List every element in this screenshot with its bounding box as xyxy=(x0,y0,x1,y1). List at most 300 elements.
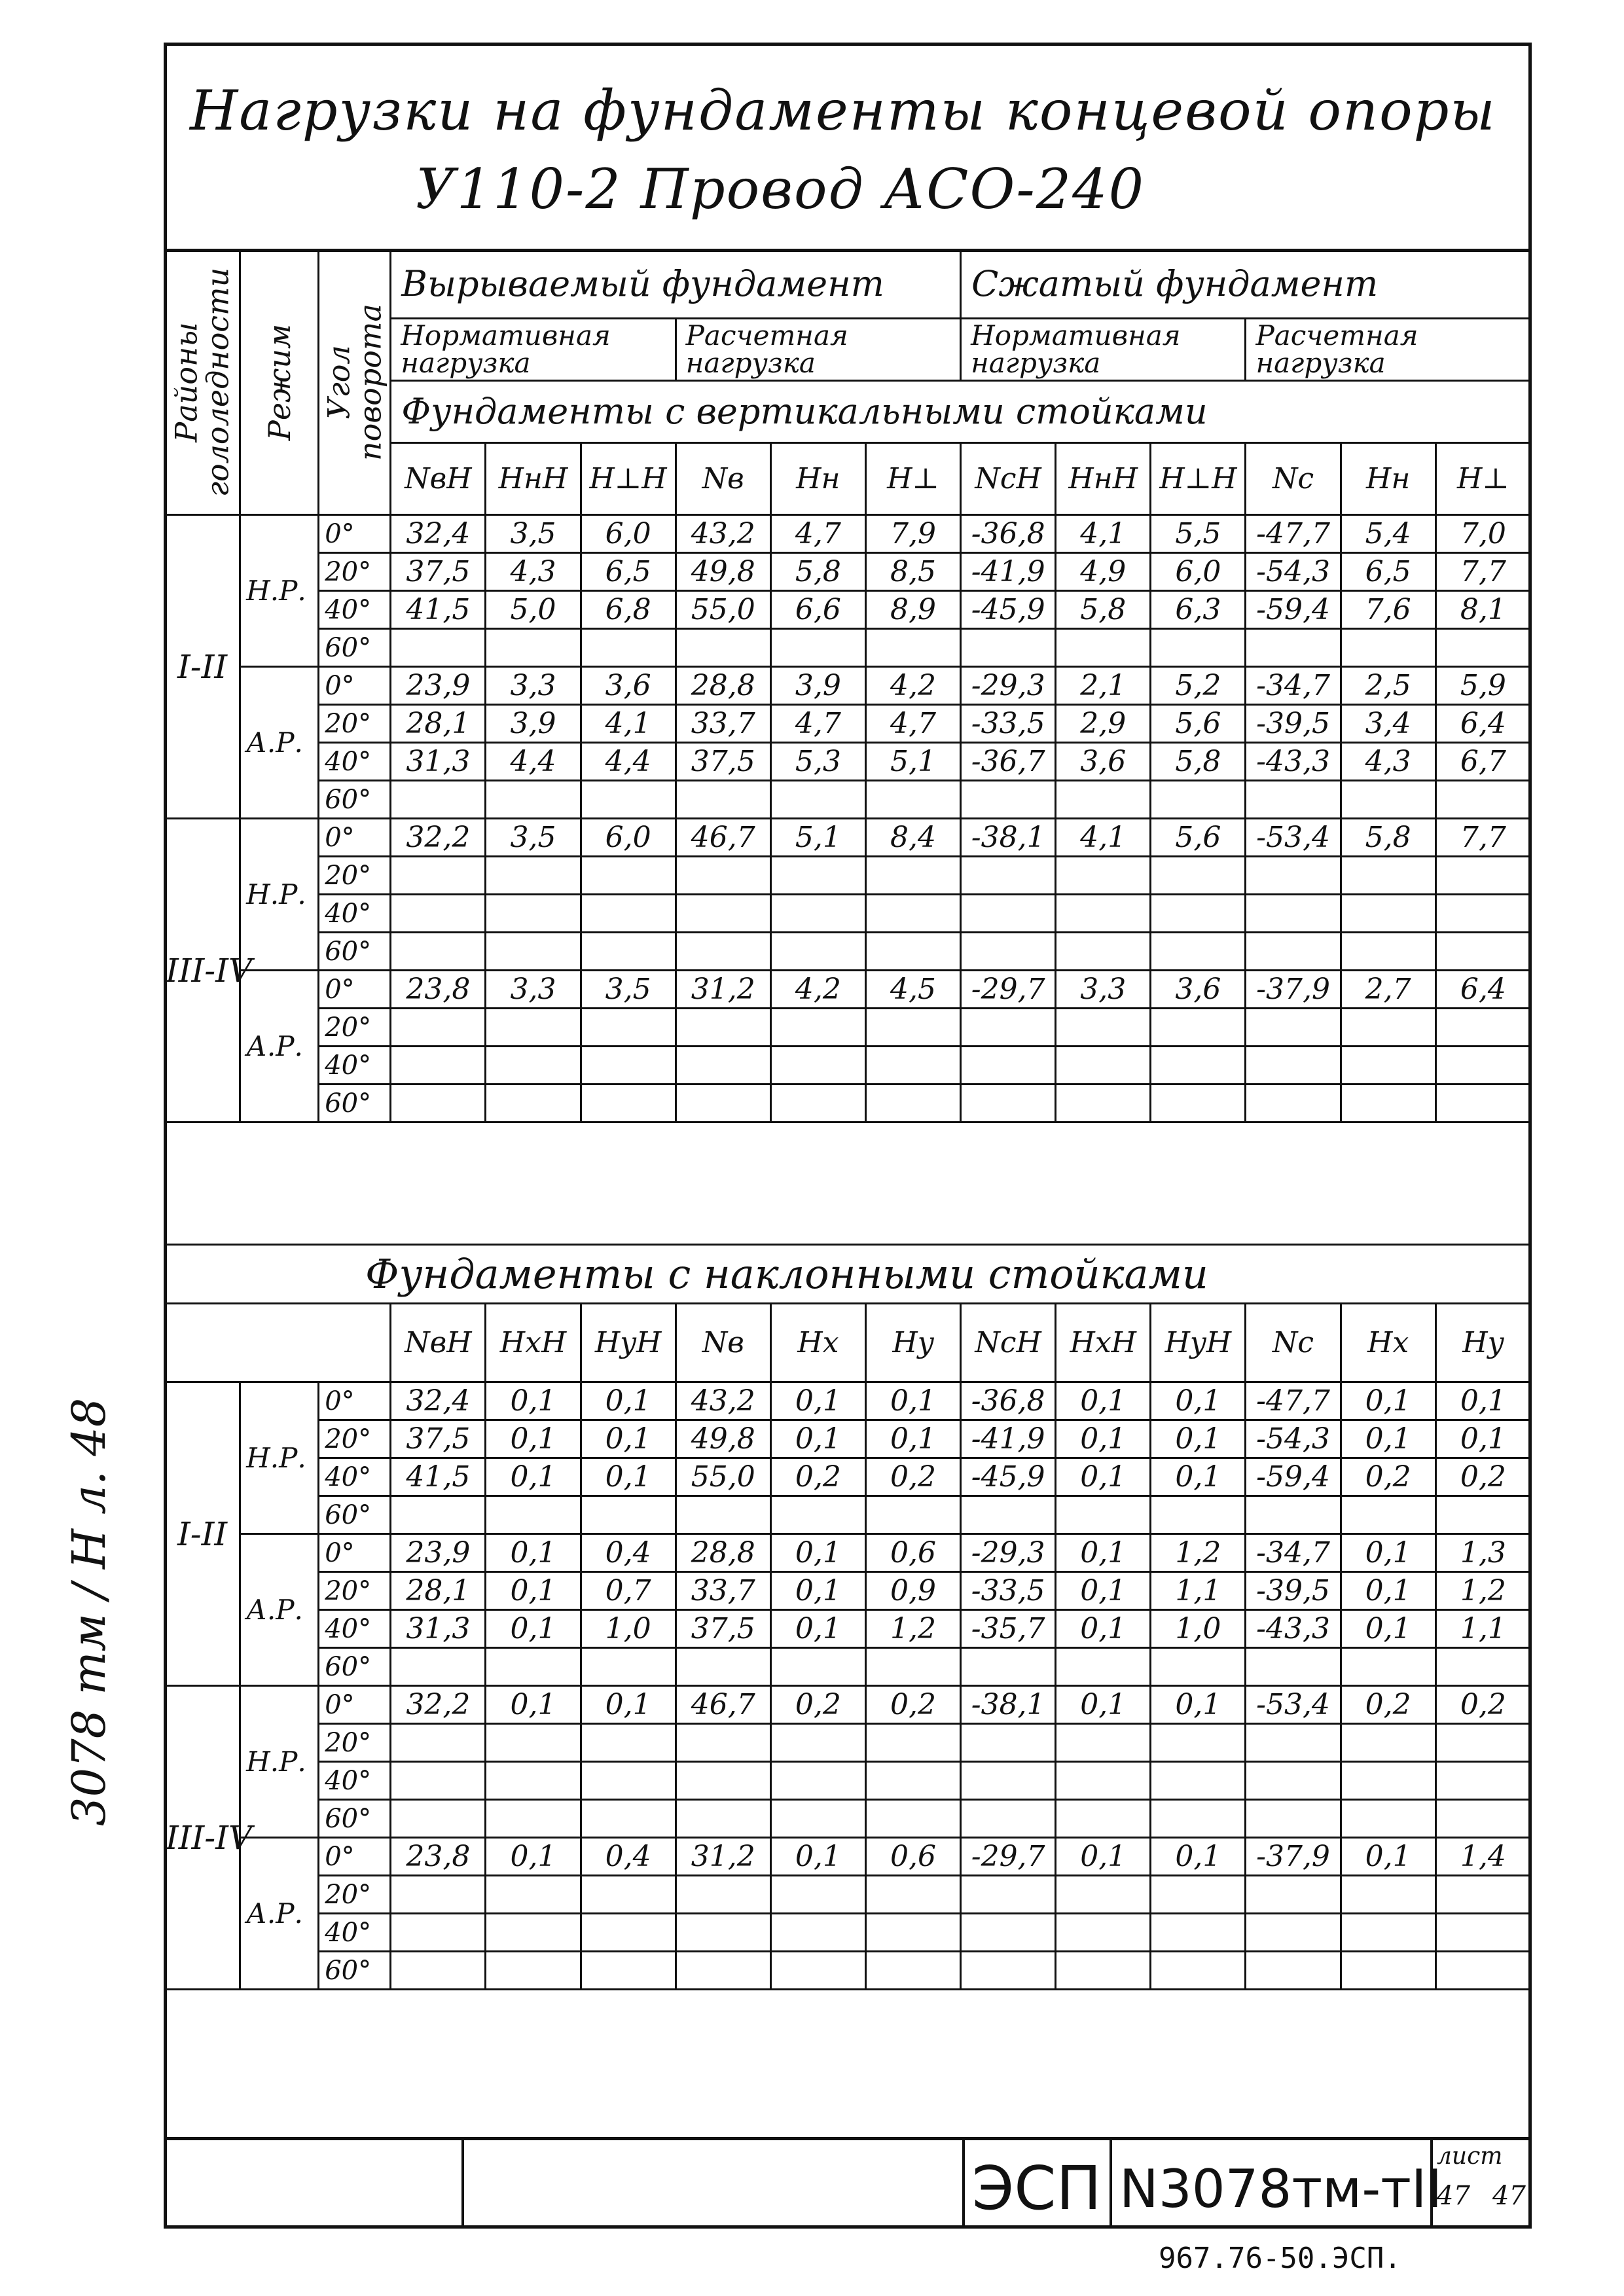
value-cell xyxy=(581,1800,676,1838)
value-cell xyxy=(1246,1085,1341,1122)
angle-cell: 60° xyxy=(319,1800,391,1838)
value-cell xyxy=(676,1009,770,1047)
pulled-out-header: Вырываемый фундамент xyxy=(391,250,961,319)
value-cell xyxy=(486,1762,581,1800)
value-cell xyxy=(865,895,960,933)
value-cell: 0,1 xyxy=(1151,1686,1246,1724)
value-cell: 28,1 xyxy=(391,705,486,743)
column-header: Hy xyxy=(865,1304,960,1382)
angle-cell: 40° xyxy=(319,1458,391,1496)
table-row xyxy=(165,895,1531,933)
value-cell xyxy=(676,933,770,971)
value-cell xyxy=(1341,1762,1435,1800)
value-cell: 0,1 xyxy=(486,1572,581,1610)
value-cell: 6,8 xyxy=(581,591,676,629)
value-cell xyxy=(1151,1724,1246,1762)
value-cell: 0,1 xyxy=(486,1610,581,1648)
stamp-org: ЭСП xyxy=(972,2153,1102,2223)
table-row xyxy=(165,1648,1531,1686)
sheet-number: 47 xyxy=(1437,2181,1470,2211)
value-cell: 0,1 xyxy=(1056,1382,1151,1420)
districts-header: Районы гололедности xyxy=(165,250,240,515)
value-cell xyxy=(676,629,770,667)
value-cell xyxy=(961,933,1056,971)
angle-cell: 60° xyxy=(319,629,391,667)
value-cell xyxy=(865,1496,960,1534)
value-cell: 5,5 xyxy=(1151,515,1246,553)
column-header: H⊥Н xyxy=(581,443,676,515)
value-cell: 4,7 xyxy=(770,705,865,743)
value-cell: 43,2 xyxy=(676,515,770,553)
value-cell xyxy=(486,629,581,667)
value-cell xyxy=(865,933,960,971)
value-cell xyxy=(1341,629,1435,667)
value-cell xyxy=(1435,629,1530,667)
angle-cell: 20° xyxy=(319,1572,391,1610)
value-cell: 5,6 xyxy=(1151,819,1246,857)
value-cell: 0,1 xyxy=(1151,1838,1246,1876)
column-header: NвН xyxy=(391,1304,486,1382)
value-cell xyxy=(1341,1952,1435,1990)
angle-header: Угол поворота xyxy=(319,250,391,515)
value-cell: 7,0 xyxy=(1435,515,1530,553)
value-cell: 0,1 xyxy=(581,1382,676,1420)
value-cell: 4,1 xyxy=(1056,515,1151,553)
value-cell xyxy=(1246,1009,1341,1047)
value-cell xyxy=(1341,933,1435,971)
value-cell: 0,1 xyxy=(770,1382,865,1420)
value-cell: 3,4 xyxy=(1341,705,1435,743)
value-cell xyxy=(581,857,676,895)
value-cell xyxy=(1341,1876,1435,1914)
value-cell xyxy=(486,1914,581,1952)
column-header: Hx xyxy=(1341,1304,1435,1382)
value-cell: 0,1 xyxy=(1056,1610,1151,1648)
value-cell: 0,1 xyxy=(1056,1838,1151,1876)
value-cell xyxy=(1056,933,1151,971)
value-cell xyxy=(865,1762,960,1800)
value-cell: 3,3 xyxy=(486,971,581,1009)
table-row xyxy=(165,1085,1531,1122)
value-cell xyxy=(1341,1800,1435,1838)
column-header: H⊥ xyxy=(1435,443,1530,515)
angle-cell: 60° xyxy=(319,1648,391,1686)
value-cell: -29,7 xyxy=(961,971,1056,1009)
value-cell: 4,1 xyxy=(581,705,676,743)
table-row xyxy=(165,743,1531,781)
value-cell: -37,9 xyxy=(1246,971,1341,1009)
angle-cell: 0° xyxy=(319,819,391,857)
value-cell: -59,4 xyxy=(1246,591,1341,629)
value-cell: 0,1 xyxy=(1151,1420,1246,1458)
table-row xyxy=(165,629,1531,667)
title-block xyxy=(164,43,1532,252)
value-cell: 5,2 xyxy=(1151,667,1246,705)
value-cell: 1,0 xyxy=(1151,1610,1246,1648)
value-cell xyxy=(1151,629,1246,667)
inclined-corner-cell xyxy=(165,1304,391,1382)
table-row xyxy=(165,1800,1531,1838)
stamp-block xyxy=(164,2137,1532,2229)
value-cell xyxy=(961,1800,1056,1838)
column-header: HxН xyxy=(486,1304,581,1382)
value-cell: 5,4 xyxy=(1341,515,1435,553)
value-cell: 4,7 xyxy=(865,705,960,743)
value-cell: 1,0 xyxy=(581,1610,676,1648)
value-cell: 32,4 xyxy=(391,515,486,553)
value-cell xyxy=(1435,1496,1530,1534)
value-cell: 37,5 xyxy=(391,553,486,591)
column-header: HyН xyxy=(1151,1304,1246,1382)
value-cell: -33,5 xyxy=(961,1572,1056,1610)
value-cell xyxy=(581,1085,676,1122)
value-cell xyxy=(1341,1648,1435,1686)
value-cell xyxy=(1435,1762,1530,1800)
table-row xyxy=(165,781,1531,819)
value-cell: 0,1 xyxy=(770,1610,865,1648)
value-cell: 0,7 xyxy=(581,1572,676,1610)
table-row xyxy=(165,515,1531,553)
value-cell: -38,1 xyxy=(961,819,1056,857)
value-cell xyxy=(486,857,581,895)
value-cell xyxy=(865,1085,960,1122)
icing-district-cell: III-IV xyxy=(165,1686,240,1990)
value-cell xyxy=(1056,1085,1151,1122)
value-cell xyxy=(581,781,676,819)
value-cell xyxy=(961,895,1056,933)
value-cell xyxy=(1151,933,1246,971)
value-cell xyxy=(676,1762,770,1800)
value-cell xyxy=(676,895,770,933)
value-cell: 0,1 xyxy=(486,1686,581,1724)
value-cell: -36,8 xyxy=(961,515,1056,553)
value-cell: 0,1 xyxy=(770,1838,865,1876)
value-cell: 8,4 xyxy=(865,819,960,857)
value-cell: -29,3 xyxy=(961,1534,1056,1572)
value-cell: 37,5 xyxy=(676,1610,770,1648)
value-cell: 4,3 xyxy=(486,553,581,591)
value-cell: 6,6 xyxy=(770,591,865,629)
column-header: HxН xyxy=(1056,1304,1151,1382)
value-cell xyxy=(391,1914,486,1952)
value-cell xyxy=(1246,933,1341,971)
value-cell xyxy=(1246,1724,1341,1762)
value-cell xyxy=(1246,1914,1341,1952)
value-cell xyxy=(581,1648,676,1686)
value-cell xyxy=(770,1762,865,1800)
value-cell xyxy=(1435,1648,1530,1686)
design-header: Расчетная нагрузка xyxy=(676,319,960,381)
column-header: HyН xyxy=(581,1304,676,1382)
table-row xyxy=(165,1914,1531,1952)
design-header: Расчетная нагрузка xyxy=(1246,319,1531,381)
value-cell: 0,1 xyxy=(486,1420,581,1458)
value-cell: 2,9 xyxy=(1056,705,1151,743)
value-cell xyxy=(1056,1496,1151,1534)
value-cell xyxy=(1341,1914,1435,1952)
angle-cell: 0° xyxy=(319,1686,391,1724)
value-cell: 0,1 xyxy=(1151,1382,1246,1420)
value-cell xyxy=(1435,895,1530,933)
value-cell: 0,1 xyxy=(865,1382,960,1420)
value-cell: 2,5 xyxy=(1341,667,1435,705)
value-cell xyxy=(676,1085,770,1122)
value-cell: -35,7 xyxy=(961,1610,1056,1648)
value-cell xyxy=(1056,781,1151,819)
value-cell xyxy=(770,1047,865,1085)
value-cell xyxy=(961,1724,1056,1762)
column-header: NсН xyxy=(961,443,1056,515)
value-cell: 6,0 xyxy=(1151,553,1246,591)
value-cell: 0,2 xyxy=(770,1686,865,1724)
table-row xyxy=(165,1686,1531,1724)
value-cell xyxy=(1341,895,1435,933)
value-cell: 7,7 xyxy=(1435,819,1530,857)
column-header: NсН xyxy=(961,1304,1056,1382)
value-cell: 0,2 xyxy=(1435,1686,1530,1724)
value-cell xyxy=(391,1724,486,1762)
value-cell xyxy=(961,781,1056,819)
value-cell: 55,0 xyxy=(676,1458,770,1496)
value-cell xyxy=(581,1762,676,1800)
value-cell xyxy=(1056,857,1151,895)
value-cell: 5,1 xyxy=(770,819,865,857)
value-cell: 4,7 xyxy=(770,515,865,553)
angle-cell: 20° xyxy=(319,1009,391,1047)
normative-header: Нормативная нагрузка xyxy=(391,319,676,381)
value-cell: 0,4 xyxy=(581,1838,676,1876)
inclined-section-band xyxy=(164,1244,1532,1304)
value-cell xyxy=(486,1496,581,1534)
value-cell: -39,5 xyxy=(1246,705,1341,743)
value-cell: 0,1 xyxy=(1435,1420,1530,1458)
angle-cell: 20° xyxy=(319,553,391,591)
value-cell xyxy=(1056,1952,1151,1990)
value-cell: 0,1 xyxy=(770,1534,865,1572)
angle-cell: 40° xyxy=(319,591,391,629)
value-cell xyxy=(1341,857,1435,895)
value-cell: 7,9 xyxy=(865,515,960,553)
value-cell: -45,9 xyxy=(961,591,1056,629)
value-cell xyxy=(581,933,676,971)
value-cell xyxy=(581,1496,676,1534)
value-cell: 28,8 xyxy=(676,667,770,705)
value-cell xyxy=(486,781,581,819)
value-cell: -33,5 xyxy=(961,705,1056,743)
angle-cell: 40° xyxy=(319,1914,391,1952)
value-cell xyxy=(1435,1009,1530,1047)
value-cell xyxy=(1435,781,1530,819)
value-cell: 1,4 xyxy=(1435,1838,1530,1876)
column-header: Nс xyxy=(1246,443,1341,515)
column-header: HнН xyxy=(1056,443,1151,515)
value-cell: 0,2 xyxy=(865,1458,960,1496)
stamp-divider xyxy=(461,2140,464,2229)
value-cell xyxy=(391,1762,486,1800)
footer-code: 967.76-50.ЭСП. xyxy=(1159,2242,1401,2275)
value-cell xyxy=(1056,1762,1151,1800)
mode-cell: Н.Р. xyxy=(240,1382,319,1534)
normative-header: Нормативная нагрузка xyxy=(961,319,1246,381)
value-cell xyxy=(391,1085,486,1122)
value-cell xyxy=(865,1952,960,1990)
column-header: H⊥ xyxy=(865,443,960,515)
value-cell: 5,6 xyxy=(1151,705,1246,743)
value-cell: 5,8 xyxy=(1056,591,1151,629)
value-cell: -34,7 xyxy=(1246,667,1341,705)
value-cell: 0,1 xyxy=(1056,1534,1151,1572)
value-cell xyxy=(865,1724,960,1762)
value-cell: 37,5 xyxy=(391,1420,486,1458)
value-cell: 0,1 xyxy=(581,1458,676,1496)
value-cell: 4,2 xyxy=(770,971,865,1009)
angle-cell: 0° xyxy=(319,667,391,705)
value-cell xyxy=(1151,1914,1246,1952)
value-cell xyxy=(486,895,581,933)
value-cell xyxy=(1056,1724,1151,1762)
value-cell xyxy=(1056,1009,1151,1047)
value-cell: -54,3 xyxy=(1246,1420,1341,1458)
value-cell xyxy=(1056,1876,1151,1914)
value-cell xyxy=(770,933,865,971)
value-cell xyxy=(1151,1648,1246,1686)
table-row xyxy=(165,1496,1531,1534)
value-cell: 3,6 xyxy=(581,667,676,705)
mode-cell: А.Р. xyxy=(240,1838,319,1990)
value-cell: 4,5 xyxy=(865,971,960,1009)
icing-district-cell: III-IV xyxy=(165,819,240,1122)
value-cell: -41,9 xyxy=(961,553,1056,591)
value-cell: 0,6 xyxy=(865,1838,960,1876)
value-cell: -36,8 xyxy=(961,1382,1056,1420)
angle-cell: 0° xyxy=(319,971,391,1009)
value-cell: 6,4 xyxy=(1435,705,1530,743)
value-cell: 1,1 xyxy=(1435,1610,1530,1648)
value-cell xyxy=(865,1876,960,1914)
stamp-divider xyxy=(1110,2140,1112,2229)
value-cell: 0,1 xyxy=(1151,1458,1246,1496)
value-cell: -43,3 xyxy=(1246,1610,1341,1648)
value-cell xyxy=(486,1085,581,1122)
column-header: NвН xyxy=(391,443,486,515)
value-cell: -47,7 xyxy=(1246,515,1341,553)
icing-district-cell: I-II xyxy=(165,1382,240,1686)
value-cell: 49,8 xyxy=(676,1420,770,1458)
value-cell: 0,1 xyxy=(486,1534,581,1572)
table-row xyxy=(165,1762,1531,1800)
value-cell xyxy=(1151,857,1246,895)
value-cell: 0,2 xyxy=(1341,1686,1435,1724)
table-row xyxy=(165,705,1531,743)
value-cell xyxy=(770,1952,865,1990)
value-cell xyxy=(486,1047,581,1085)
value-cell xyxy=(1056,1648,1151,1686)
mode-cell: Н.Р. xyxy=(240,515,319,667)
value-cell: 49,8 xyxy=(676,553,770,591)
value-cell xyxy=(581,629,676,667)
value-cell: 0,1 xyxy=(486,1458,581,1496)
value-cell: 7,7 xyxy=(1435,553,1530,591)
value-cell xyxy=(1341,1085,1435,1122)
mode-cell: Н.Р. xyxy=(240,1686,319,1838)
value-cell xyxy=(770,1085,865,1122)
value-cell: 2,1 xyxy=(1056,667,1151,705)
value-cell xyxy=(676,1648,770,1686)
value-cell xyxy=(391,1648,486,1686)
value-cell xyxy=(676,1952,770,1990)
value-cell xyxy=(865,857,960,895)
value-cell: 0,1 xyxy=(770,1420,865,1458)
value-cell: 37,5 xyxy=(676,743,770,781)
inclined-stands-table xyxy=(164,1302,1532,1990)
value-cell xyxy=(961,1496,1056,1534)
value-cell: -53,4 xyxy=(1246,1686,1341,1724)
value-cell xyxy=(1435,1800,1530,1838)
table-row xyxy=(165,553,1531,591)
value-cell: 0,1 xyxy=(770,1572,865,1610)
value-cell: 0,1 xyxy=(581,1420,676,1458)
value-cell: 8,1 xyxy=(1435,591,1530,629)
sheet-total: 47 xyxy=(1492,2181,1526,2211)
value-cell xyxy=(581,1047,676,1085)
value-cell: 31,2 xyxy=(676,971,770,1009)
value-cell: 23,8 xyxy=(391,971,486,1009)
value-cell: 31,3 xyxy=(391,1610,486,1648)
value-cell xyxy=(1341,781,1435,819)
value-cell: 33,7 xyxy=(676,1572,770,1610)
value-cell: 0,2 xyxy=(865,1686,960,1724)
value-cell xyxy=(961,1009,1056,1047)
value-cell xyxy=(676,781,770,819)
angle-cell: 60° xyxy=(319,1085,391,1122)
icing-district-cell: I-II xyxy=(165,515,240,819)
value-cell xyxy=(865,629,960,667)
angle-cell: 60° xyxy=(319,1496,391,1534)
value-cell xyxy=(1151,1085,1246,1122)
table-row xyxy=(165,1838,1531,1876)
value-cell xyxy=(961,1047,1056,1085)
angle-cell: 20° xyxy=(319,857,391,895)
value-cell: 0,1 xyxy=(1056,1420,1151,1458)
value-cell xyxy=(391,895,486,933)
value-cell: 41,5 xyxy=(391,591,486,629)
value-cell xyxy=(770,1496,865,1534)
value-cell: 6,5 xyxy=(1341,553,1435,591)
value-cell: 46,7 xyxy=(676,1686,770,1724)
value-cell: 0,1 xyxy=(1056,1686,1151,1724)
value-cell: 23,9 xyxy=(391,667,486,705)
value-cell xyxy=(1246,895,1341,933)
table-row xyxy=(165,1724,1531,1762)
value-cell: -59,4 xyxy=(1246,1458,1341,1496)
value-cell xyxy=(1151,895,1246,933)
value-cell: 0,1 xyxy=(1341,1420,1435,1458)
value-cell: 4,4 xyxy=(486,743,581,781)
value-cell xyxy=(676,1876,770,1914)
value-cell: 41,5 xyxy=(391,1458,486,1496)
value-cell: -43,3 xyxy=(1246,743,1341,781)
value-cell xyxy=(865,1648,960,1686)
value-cell xyxy=(1246,781,1341,819)
table-row xyxy=(165,1420,1531,1458)
value-cell: 0,1 xyxy=(486,1382,581,1420)
value-cell xyxy=(391,629,486,667)
mode-cell: А.Р. xyxy=(240,971,319,1122)
sheet-label: лист xyxy=(1437,2143,1503,2170)
value-cell: 28,8 xyxy=(676,1534,770,1572)
value-cell xyxy=(770,1800,865,1838)
value-cell: 31,3 xyxy=(391,743,486,781)
